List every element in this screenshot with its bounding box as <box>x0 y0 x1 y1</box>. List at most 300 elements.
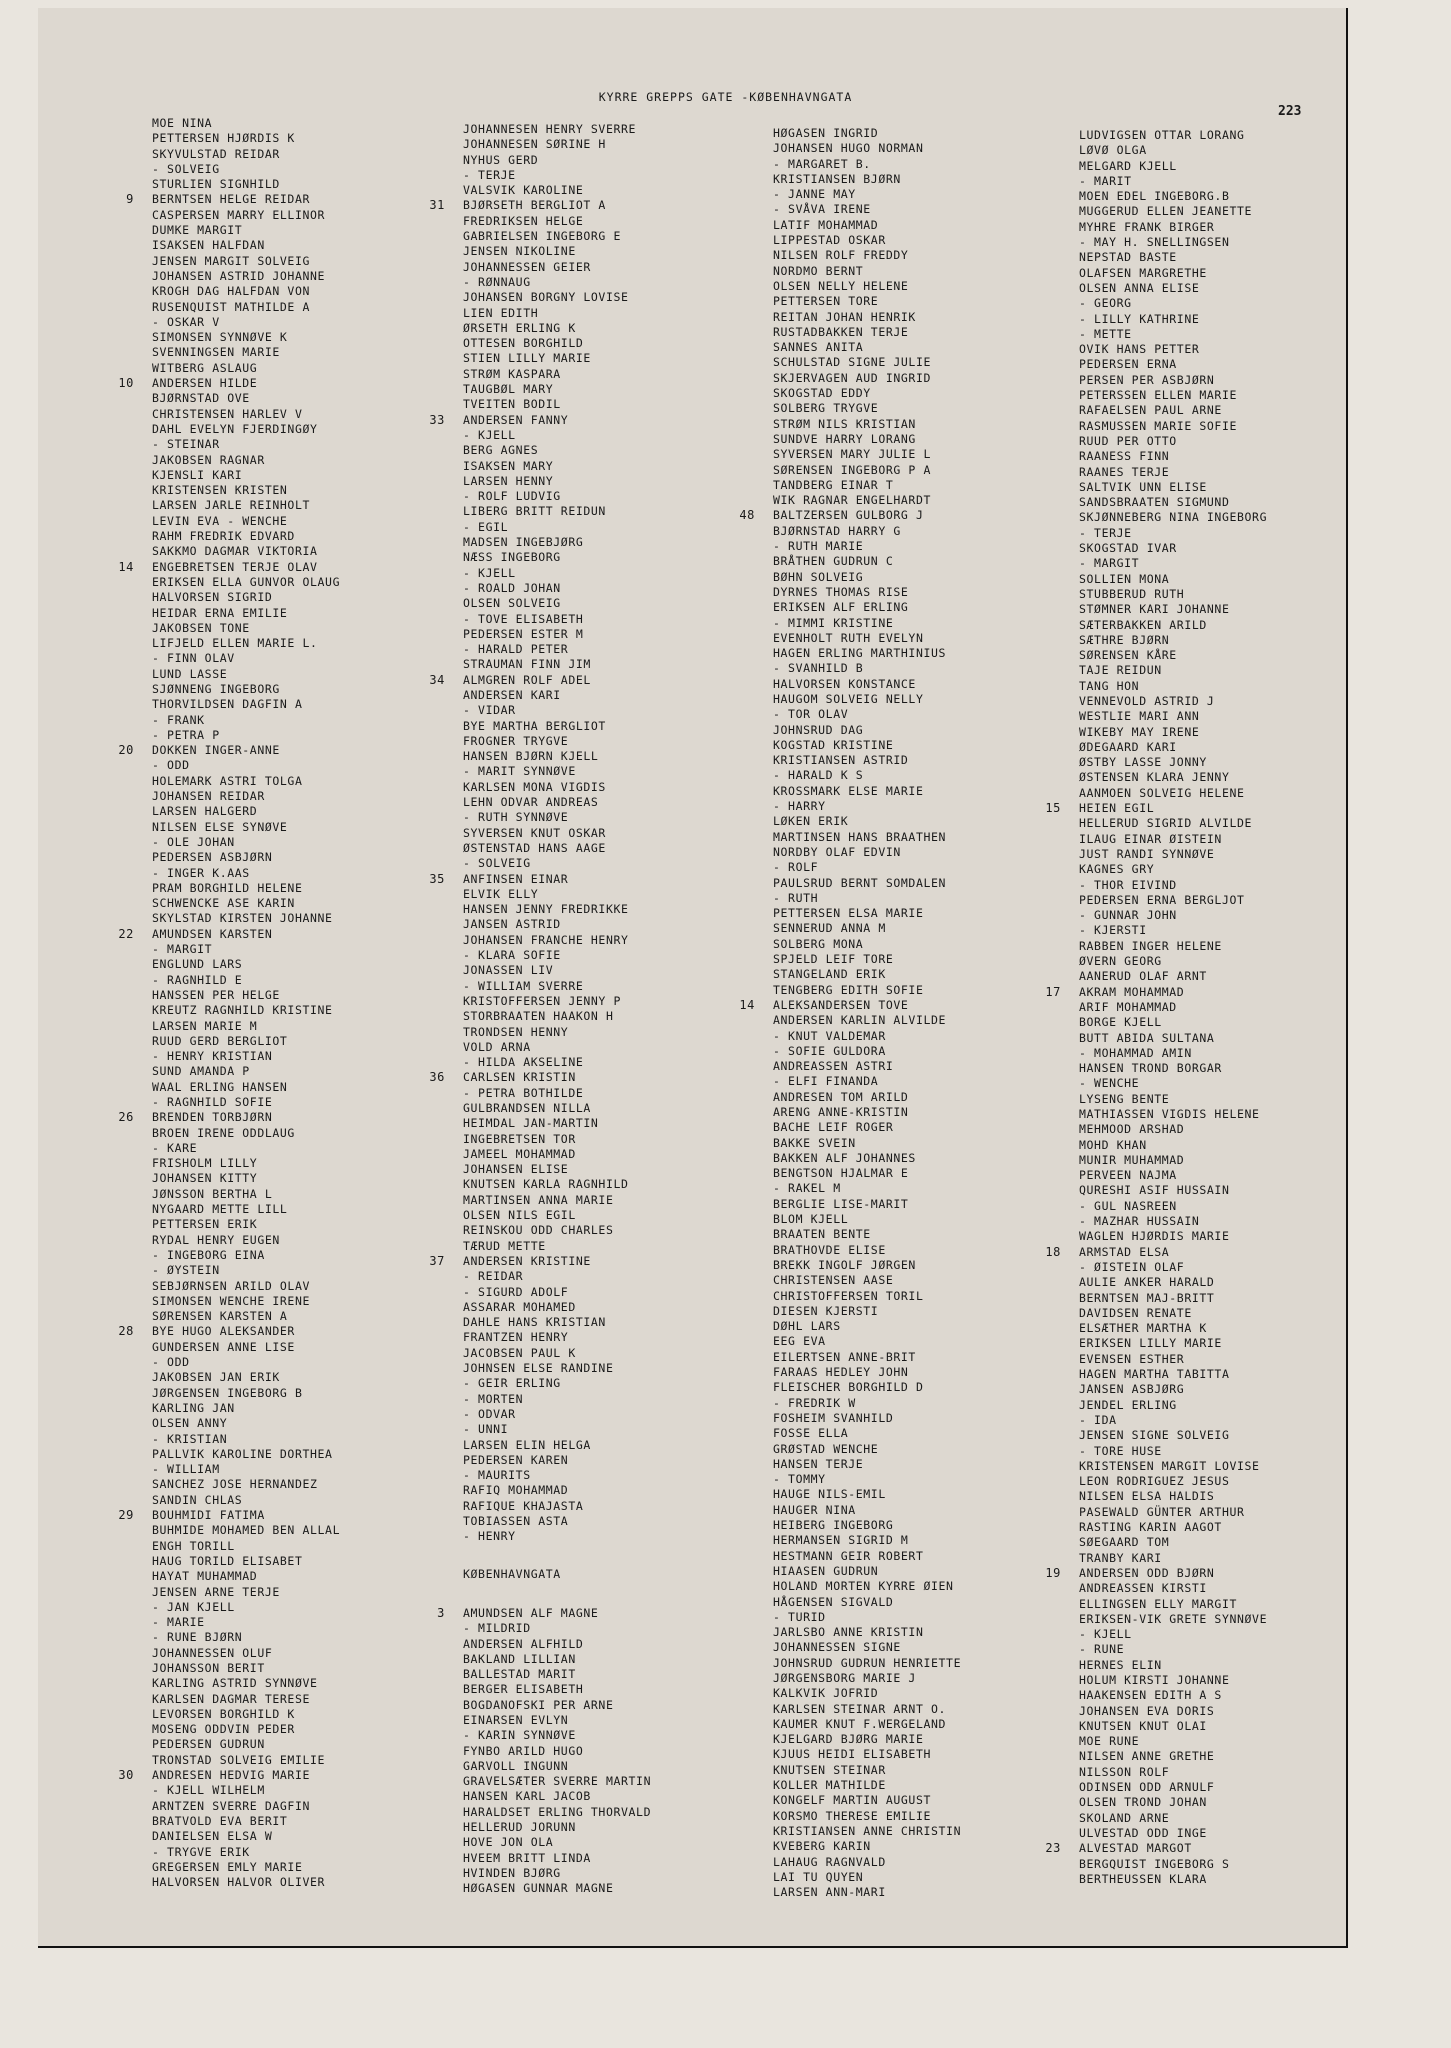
resident-name: KREUTZ RAGNHILD KRISTINE <box>152 1003 333 1018</box>
resident-name: LARSEN ELIN HELGA <box>463 1437 591 1452</box>
directory-entry <box>463 137 651 152</box>
directory-entry <box>1045 984 1267 1000</box>
directory-entry <box>463 489 651 504</box>
resident-name: - ROALD JOHAN <box>463 580 561 595</box>
house-number: 26 <box>118 1110 134 1125</box>
directory-entry <box>1079 419 1267 434</box>
directory-entry <box>773 1839 961 1854</box>
directory-entry <box>463 336 651 351</box>
resident-name: PETTERSEN HJØRDIS K <box>152 131 295 146</box>
directory-entry <box>1079 388 1267 403</box>
directory-entry <box>1079 403 1267 418</box>
resident-name: OVIK HANS PETTER <box>1079 342 1200 357</box>
directory-entry <box>773 1258 961 1273</box>
directory-entry <box>1079 1107 1267 1122</box>
resident-name: - KLARA SOFIE <box>463 948 561 963</box>
directory-entry <box>773 1227 961 1242</box>
directory-entry <box>463 948 651 963</box>
directory-entry <box>1079 1046 1267 1061</box>
resident-name: HOLEMARK ASTRI TOLGA <box>152 773 303 788</box>
resident-name: STANGELAND ERIK <box>773 967 886 982</box>
directory-entry <box>1079 908 1267 923</box>
resident-name: HØGASEN INGRID <box>773 126 879 140</box>
resident-name: DUMKE MARGIT <box>152 223 243 238</box>
resident-name: - RUTH MARIE <box>773 539 864 554</box>
resident-name: JOHANSEN REIDAR <box>152 789 265 804</box>
resident-name: - JAN KJELL <box>152 1599 235 1614</box>
resident-name: ILAUG EINAR ØISTEIN <box>1079 831 1222 846</box>
resident-name: - HENRY KRISTIAN <box>152 1049 273 1064</box>
column-1 <box>118 116 341 1890</box>
resident-name: PASEWALD GÜNTER ARTHUR <box>1079 1504 1245 1519</box>
resident-name: DIESEN KJERSTI <box>773 1303 879 1318</box>
house-number: 29 <box>118 1508 134 1523</box>
resident-name: KNUTSEN STEINAR <box>773 1762 886 1777</box>
directory-entry <box>1079 1642 1267 1657</box>
directory-entry <box>773 386 961 401</box>
resident-name: EEG EVA <box>773 1334 826 1349</box>
directory-entry <box>152 1676 340 1691</box>
resident-name: JENSEN MARGIT SOLVEIG <box>152 253 310 268</box>
resident-name: KOLLER MATHILDE <box>773 1778 886 1793</box>
resident-name: LIFJELD ELLEN MARIE L. <box>152 636 318 651</box>
directory-entry <box>773 202 961 217</box>
directory-entry <box>152 1661 340 1676</box>
directory-entry <box>1079 1336 1267 1351</box>
directory-entry <box>152 300 340 315</box>
resident-name: GARVOLL INGUNN <box>463 1758 569 1773</box>
directory-entry <box>773 1595 961 1610</box>
directory-entry <box>429 198 651 213</box>
directory-entry <box>152 636 340 651</box>
directory-entry <box>152 514 340 529</box>
resident-name: SANDIN CHLAS <box>152 1492 243 1507</box>
resident-name: - REIDAR <box>463 1269 524 1284</box>
directory-entry <box>463 1055 651 1070</box>
resident-name: SKJØNNEBERG NINA INGEBORG <box>1079 510 1268 525</box>
resident-name: OLAFSEN MARGRETHE <box>1079 265 1207 280</box>
directory-entry <box>152 529 340 544</box>
directory-entry <box>152 1845 340 1860</box>
resident-name: KARLING ASTRID SYNNØVE <box>152 1676 318 1691</box>
directory-entry <box>463 153 651 168</box>
directory-entry <box>773 218 961 233</box>
directory-entry <box>463 306 651 321</box>
directory-entry <box>1079 939 1267 954</box>
resident-name: AMUNDSEN KARSTEN <box>152 926 273 941</box>
directory-entry <box>1079 709 1267 724</box>
resident-name: STRØM KASPARA <box>463 366 561 381</box>
directory-entry <box>463 1652 651 1667</box>
resident-name: - RUNE <box>1079 1642 1125 1657</box>
directory-entry <box>773 1074 961 1089</box>
directory-entry <box>463 994 651 1009</box>
resident-name: LARSEN JARLE REINHOLT <box>152 498 310 513</box>
resident-name: - RAGNHILD E <box>152 972 243 987</box>
directory-entry <box>463 1637 651 1652</box>
resident-name: ELVIK ELLY <box>463 886 539 901</box>
directory-entry <box>773 1151 961 1166</box>
directory-entry <box>152 1875 340 1890</box>
resident-name: BORGE KJELL <box>1079 1015 1162 1030</box>
house-number: 35 <box>429 871 445 886</box>
directory-entry <box>152 284 340 299</box>
resident-name: RAHM FREDRIK EDVARD <box>152 529 295 544</box>
directory-entry <box>463 1744 651 1759</box>
resident-name: KRISTOFFERSEN JENNY P <box>463 993 621 1008</box>
resident-name: JACOBSEN PAUL K <box>463 1345 576 1360</box>
directory-entry <box>152 407 340 422</box>
resident-name: JOHANNESSEN SIGNE <box>773 1640 901 1655</box>
resident-name: JONASSEN LIV <box>463 963 554 978</box>
resident-name: JAKOBSEN JAN ERIK <box>152 1370 280 1385</box>
resident-name: HALVORSEN SIGRID <box>152 590 273 605</box>
resident-name: STURLIEN SIGNHILD <box>152 177 280 192</box>
directory-entry <box>429 1070 651 1085</box>
directory-entry <box>152 1692 340 1707</box>
directory-entry <box>1079 969 1267 984</box>
resident-name: MOE NINA <box>152 116 213 130</box>
directory-entry <box>429 871 651 887</box>
directory-entry <box>1079 1275 1267 1290</box>
resident-name: - OSKAR V <box>152 314 220 329</box>
directory-entry <box>773 1304 961 1319</box>
resident-name: SKYLSTAD KIRSTEN JOHANNE <box>152 911 333 926</box>
resident-name: - FINN OLAV <box>152 651 235 666</box>
directory-entry <box>773 1518 961 1533</box>
resident-name: - TOVE ELISABETH <box>463 611 584 626</box>
resident-name: STORBRAATEN HAAKON H <box>463 1009 614 1024</box>
resident-name: HOLAND MORTEN KYRRE ØIEN <box>773 1579 954 1594</box>
resident-name: SVENNINGSEN MARIE <box>152 345 280 360</box>
resident-name: - ØISTEIN OLAF <box>1079 1259 1185 1274</box>
resident-name: SPJELD LEIF TORE <box>773 952 894 967</box>
resident-name: FOSSE ELLA <box>773 1426 849 1441</box>
directory-entry <box>773 279 961 294</box>
directory-entry <box>152 1309 340 1324</box>
resident-name: - OLE JOHAN <box>152 834 235 849</box>
resident-name: BJØRNSTAD HARRY G <box>773 523 901 538</box>
directory-entry <box>152 621 340 636</box>
resident-name: TÆRUD METTE <box>463 1238 546 1253</box>
resident-name: BERNTSEN HELGE REIDAR <box>152 192 310 207</box>
resident-name: LYSENG BENTE <box>1079 1091 1170 1106</box>
resident-name: ODINSEN ODD ARNULF <box>1079 1780 1215 1795</box>
resident-name: - RAGNHILD SOFIE <box>152 1095 273 1109</box>
directory-entry <box>773 1396 961 1411</box>
resident-name: BALLESTAD MARIT <box>463 1667 576 1682</box>
directory-entry <box>463 841 651 856</box>
directory-entry <box>773 432 961 447</box>
resident-name: PERSEN PER ASBJØRN <box>1079 372 1215 387</box>
directory-entry <box>463 1728 651 1743</box>
resident-name: PETTERSEN ELSA MARIE <box>773 906 924 921</box>
directory-entry <box>152 116 340 131</box>
resident-name: PAULSRUD BERNT SOMDALEN <box>773 875 947 890</box>
resident-name: NILSEN ANNE GRETHE <box>1079 1749 1215 1764</box>
directory-entry <box>152 758 340 773</box>
resident-name: STRØM NILS KRISTIAN <box>773 416 916 431</box>
resident-name: ALVESTAD MARGOT <box>1079 1841 1192 1856</box>
directory-entry <box>152 422 340 437</box>
directory-entry <box>152 1539 340 1554</box>
resident-name: ANDREASSEN ASTRI <box>773 1059 894 1074</box>
directory-entry <box>463 826 651 841</box>
directory-entry <box>1079 1780 1267 1795</box>
resident-name: - MOHAMMAD AMIN <box>1079 1045 1192 1060</box>
directory-entry <box>1079 1352 1267 1367</box>
resident-name: KRISTIANSEN BJØRN <box>773 171 901 186</box>
directory-entry <box>429 1253 651 1269</box>
directory-entry <box>773 1870 961 1885</box>
directory-entry <box>773 524 961 539</box>
directory-entry <box>463 1132 651 1147</box>
resident-name: - TOR OLAV <box>773 707 849 722</box>
directory-entry <box>463 351 651 366</box>
resident-name: TANDBERG EINAR T <box>773 477 894 492</box>
directory-entry <box>152 575 340 590</box>
directory-entry <box>152 1141 340 1156</box>
directory-entry <box>773 126 961 141</box>
directory-entry <box>152 361 340 376</box>
directory-entry <box>773 1212 961 1227</box>
resident-name: BALTZERSEN GULBORG J <box>773 508 924 523</box>
directory-entry <box>463 1499 651 1514</box>
directory-entry <box>437 1605 651 1621</box>
directory-entry <box>429 672 651 688</box>
resident-name: KRISTIANSEN ANNE CHRISTIN <box>773 1823 962 1838</box>
resident-name: HALVORSEN HALVOR OLIVER <box>152 1875 326 1890</box>
directory-entry <box>773 814 961 829</box>
directory-entry <box>152 1600 340 1615</box>
resident-name: KJENSLI KARI <box>152 467 243 482</box>
directory-entry <box>152 1737 340 1752</box>
resident-name: SUND AMANDA P <box>152 1064 250 1079</box>
resident-name: TRONSTAD SOLVEIG EMILIE <box>152 1752 326 1767</box>
resident-name: JOHANSEN ASTRID JOHANNE <box>152 268 326 283</box>
resident-name: LEVORSEN BORGHILD K <box>152 1706 295 1721</box>
resident-name: - ØYSTEIN <box>152 1263 220 1278</box>
resident-name: OLSEN TROND JOHAN <box>1079 1795 1207 1810</box>
resident-name: - STEINAR <box>152 437 220 452</box>
resident-name: ALMGREN ROLF ADEL <box>463 672 591 687</box>
street-subheading <box>463 1567 651 1582</box>
directory-entry <box>1079 1459 1267 1474</box>
resident-name: - EGIL <box>463 519 509 534</box>
resident-name: - RØNNAUG <box>463 274 531 289</box>
resident-name: HANSSEN PER HELGE <box>152 987 280 1002</box>
resident-name: KARLING JAN <box>152 1400 235 1415</box>
directory-entry <box>1079 556 1267 571</box>
resident-name: - RUTH <box>773 890 819 905</box>
directory-entry <box>152 1248 340 1263</box>
resident-name: ANDERSEN ODD BJØRN <box>1079 1565 1215 1580</box>
directory-entry <box>773 600 961 615</box>
directory-entry <box>773 417 961 432</box>
directory-entry <box>1079 725 1267 740</box>
resident-name: MEHMOOD ARSHAD <box>1079 1122 1185 1137</box>
resident-name: RAFIQUE KHAJASTA <box>463 1498 584 1513</box>
directory-entry <box>773 768 961 783</box>
directory-entry <box>118 559 340 575</box>
directory-entry <box>152 957 340 972</box>
directory-entry <box>1079 755 1267 770</box>
resident-name: PETERSSEN ELLEN MARIE <box>1079 388 1237 403</box>
directory-entry <box>1079 1749 1267 1764</box>
page-header: KYRRE GREPPS GATE -KØBENHAVNGATA <box>598 90 853 104</box>
resident-name: SIMONSEN WENCHE IRENE <box>152 1293 310 1308</box>
house-number: 36 <box>429 1070 445 1085</box>
resident-name: BENGTSON HJALMAR E <box>773 1166 909 1181</box>
directory-entry <box>1079 1413 1267 1428</box>
resident-name: - SOLVEIG <box>463 856 531 871</box>
resident-name: CASPERSEN MARRY ELLINOR <box>152 207 326 222</box>
directory-entry <box>1079 618 1267 633</box>
resident-name: SKYVULSTAD REIDAR <box>152 146 280 161</box>
resident-name: QURESHI ASIF HUSSAIN <box>1079 1183 1230 1198</box>
resident-name: AANMOEN SOLVEIG HELENE <box>1079 785 1245 800</box>
directory-entry <box>463 1881 651 1896</box>
directory-entry <box>773 891 961 906</box>
resident-name: ØRSETH ERLING K <box>463 320 576 335</box>
resident-name: - TORE HUSE <box>1079 1443 1162 1458</box>
directory-entry <box>773 1120 961 1135</box>
resident-name: LØVØ OLGA <box>1079 143 1147 158</box>
house-number: 34 <box>429 672 445 687</box>
directory-entry <box>152 1569 340 1584</box>
directory-entry <box>773 248 961 263</box>
directory-entry <box>463 1285 651 1300</box>
directory-entry <box>152 1370 340 1385</box>
directory-entry <box>773 1579 961 1594</box>
directory-entry <box>152 330 340 345</box>
resident-name: JOHANSEN BORGNY LOVISE <box>463 290 629 305</box>
directory-entry <box>463 290 651 305</box>
directory-entry <box>773 967 961 982</box>
directory-entry <box>1079 602 1267 617</box>
directory-entry <box>152 1860 340 1875</box>
directory-entry <box>152 850 340 865</box>
resident-name: ØSTBY LASSE JONNY <box>1079 755 1207 770</box>
directory-entry <box>463 933 651 948</box>
directory-entry <box>152 1217 340 1232</box>
resident-name: - ELFI FINANDA <box>773 1074 879 1089</box>
directory-entry <box>463 229 651 244</box>
directory-entry <box>463 1407 651 1422</box>
column-3 <box>739 126 962 1900</box>
resident-name: NILSEN ROLF FREDDY <box>773 248 909 263</box>
resident-name: MADSEN INGEBJØRG <box>463 535 584 550</box>
resident-name: STIEN LILLY MARIE <box>463 351 591 366</box>
directory-entry <box>1079 1688 1267 1703</box>
resident-name: CHRISTENSEN HARLEV V <box>152 406 303 421</box>
directory-entry <box>1079 1382 1267 1397</box>
resident-name: SØRENSEN INGEBORG P A <box>773 462 931 477</box>
resident-name: ARMSTAD ELSA <box>1079 1244 1170 1259</box>
resident-name: PETTERSEN ERIK <box>152 1217 258 1232</box>
directory-entry <box>152 254 340 269</box>
resident-name: GREGERSEN EMLY MARIE <box>152 1859 303 1874</box>
resident-name: HERMANSEN SIGRID M <box>773 1533 909 1548</box>
resident-name: ANDERSEN KARLIN ALVILDE <box>773 1013 947 1028</box>
resident-name: HALVORSEN KONSTANCE <box>773 676 916 691</box>
directory-entry <box>463 780 651 795</box>
directory-entry <box>152 606 340 621</box>
directory-entry <box>1079 1520 1267 1535</box>
resident-name: TRANBY KARI <box>1079 1550 1162 1565</box>
directory-entry <box>152 1401 340 1416</box>
directory-entry <box>463 734 651 749</box>
directory-entry <box>463 504 651 519</box>
resident-name: - TURID <box>773 1609 826 1624</box>
directory-entry <box>1079 174 1267 189</box>
resident-name: KARLSEN DAGMAR TERESE <box>152 1691 310 1706</box>
resident-name: SANDSBRAATEN SIGMUND <box>1079 495 1230 510</box>
resident-name: ANFINSEN EINAR <box>463 871 569 886</box>
directory-entry <box>152 1630 340 1645</box>
directory-entry <box>773 784 961 799</box>
resident-name: MOE RUNE <box>1079 1734 1140 1749</box>
directory-entry <box>1079 189 1267 204</box>
resident-name: ISAKSEN MARY <box>463 458 554 473</box>
resident-name: ØSTENSEN KLARA JENNY <box>1079 770 1230 785</box>
resident-name: SCHWENCKE ASE KARIN <box>152 896 295 911</box>
resident-name: DAHLE HANS KRISTIAN <box>463 1315 606 1330</box>
resident-name: RAFAELSEN PAUL ARNE <box>1079 403 1222 418</box>
directory-entry <box>1079 923 1267 938</box>
resident-name: - RAKEL M <box>773 1181 841 1196</box>
directory-entry <box>1079 495 1267 510</box>
resident-name: HVEEM BRITT LINDA <box>463 1850 591 1865</box>
resident-name: FOSHEIM SVANHILD <box>773 1410 894 1425</box>
directory-entry <box>152 1554 340 1569</box>
resident-name: SKOGSTAD IVAR <box>1079 541 1177 556</box>
resident-name: ELLINGSEN ELLY MARGIT <box>1079 1596 1237 1611</box>
directory-entry <box>463 428 651 443</box>
directory-entry <box>463 367 651 382</box>
directory-entry <box>1079 1597 1267 1612</box>
resident-name: LAI TU QUYEN <box>773 1869 864 1884</box>
resident-name: KARLSEN STEINAR ARNT O. <box>773 1701 947 1716</box>
directory-entry <box>1079 1015 1267 1030</box>
resident-name: - RUTH SYNNØVE <box>463 810 569 825</box>
resident-name: OTTESEN BORGHILD <box>463 336 584 351</box>
resident-name: TENGBERG EDITH SOFIE <box>773 982 924 997</box>
resident-name: DØHL LARS <box>773 1319 841 1334</box>
directory-entry <box>773 830 961 845</box>
directory-entry <box>1079 1260 1267 1275</box>
directory-entry <box>152 1477 340 1492</box>
resident-name: CHRISTOFFERSEN TORIL <box>773 1288 924 1303</box>
directory-entry <box>152 468 340 483</box>
resident-name: KJUUS HEIDI ELISABETH <box>773 1747 931 1762</box>
directory-entry <box>152 177 340 192</box>
directory-entry <box>1079 648 1267 663</box>
directory-entry <box>152 391 340 406</box>
directory-entry <box>463 1835 651 1850</box>
resident-name: - ODD <box>152 758 190 773</box>
resident-name: TAUGBØL MARY <box>463 382 554 397</box>
resident-name: DAVIDSEN RENATE <box>1079 1305 1192 1320</box>
resident-name: RUUD PER OTTO <box>1079 433 1177 448</box>
directory-entry <box>1079 342 1267 357</box>
directory-entry <box>1079 204 1267 219</box>
directory-entry <box>1079 832 1267 847</box>
resident-name: NYGAARD METTE LILL <box>152 1202 288 1217</box>
resident-name: - TERJE <box>463 167 516 182</box>
resident-name: EVENSEN ESTHER <box>1079 1351 1185 1366</box>
resident-name: HEIMDAL JAN-MARTIN <box>463 1116 599 1131</box>
